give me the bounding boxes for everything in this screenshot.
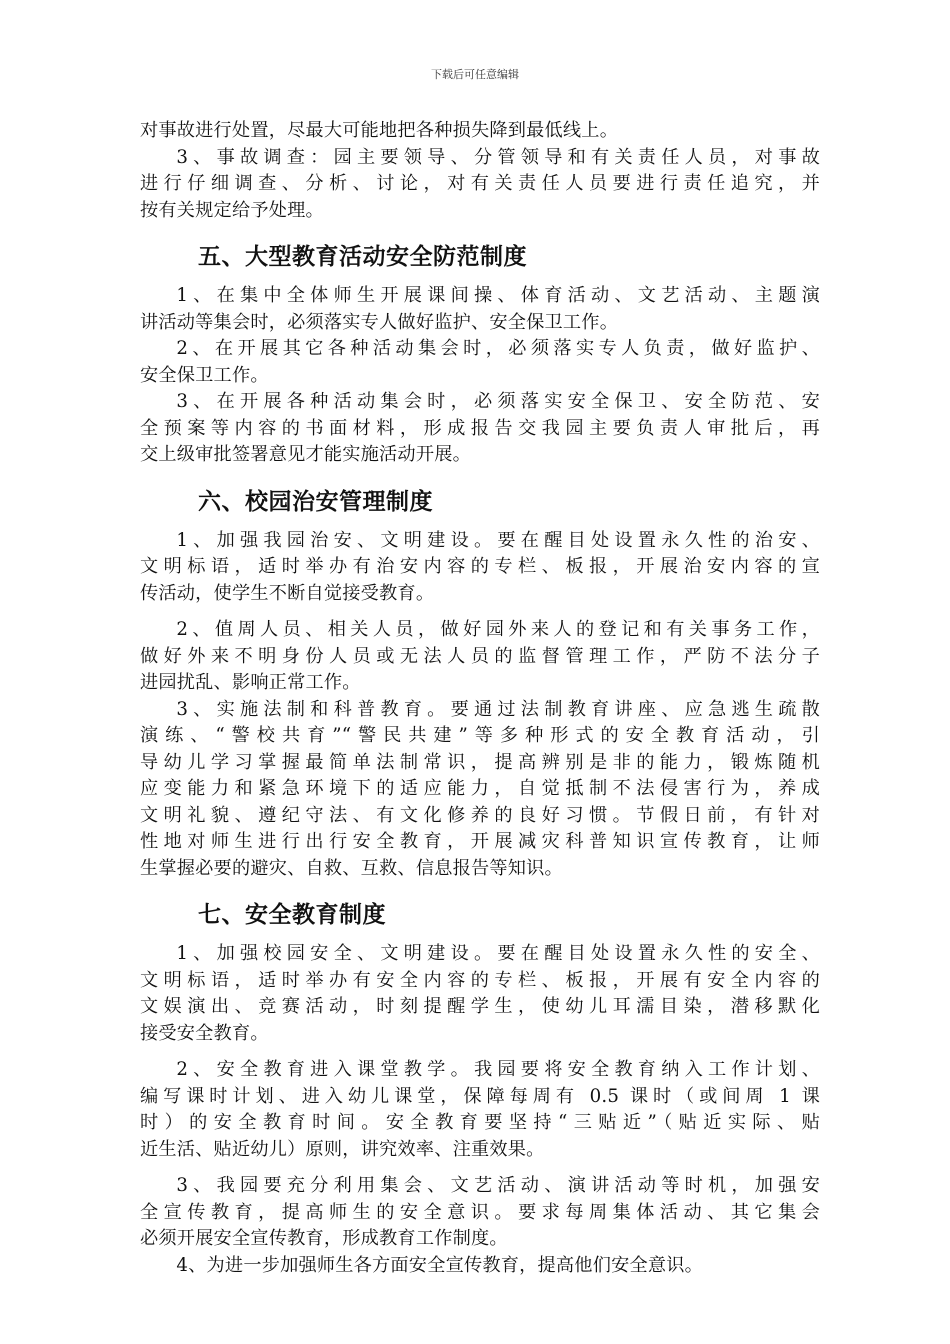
text-line: 4、为进一步加强师生各方面安全宣传教育，提高他们安全意识。 <box>176 1254 704 1276</box>
text-line: 传活动，使学生不断自觉接受教育。 <box>140 582 435 604</box>
paragraph <box>140 389 820 469</box>
text-line: 3、事故调查：园主要领导、分管领导和有关责任人员，对事故 <box>176 146 820 168</box>
text-line: 文明礼貌、遵纪守法、有文化修养的良好习惯。节假日前，有针对 <box>140 804 820 826</box>
text-line: 近生活、贴近幼儿）原则，讲究效率、注重效果。 <box>140 1138 545 1160</box>
text-line: 进园扰乱、影响正常工作。 <box>140 672 361 693</box>
text-line: 时）的安全教育时间。安全教育要坚持“三贴近”（贴近实际、贴 <box>140 1112 820 1133</box>
paragraph-spacer <box>140 1163 820 1173</box>
page-header: 下载后可任意编辑 <box>431 68 519 81</box>
text-line: 对事故进行处置，尽最大可能地把各种损失降到最低线上。 <box>140 120 619 141</box>
text-line: 全宣传教育，提高师生的安全意识。要求每周集体活动、其它集会 <box>140 1201 820 1223</box>
text-line: 1、在集中全体师生开展课间操、体育活动、文艺活动、主题演 <box>176 285 820 306</box>
paragraph <box>140 1057 820 1163</box>
text-line: 性地对师生进行出行安全教育，开展减灾科普知识宣传教育，让师 <box>140 831 820 852</box>
text-line: 1、加强校园安全、文明建设。要在醒目处设置永久性的安全、 <box>176 943 820 964</box>
text-line: 全预案等内容的书面材料，形成报告交我园主要负责人审批后，再 <box>140 417 820 439</box>
paragraph <box>140 697 820 883</box>
text-line: 3、实施法制和科普教育。要通过法制教育讲座、应急逃生疏散 <box>176 698 820 720</box>
paragraph <box>140 617 820 697</box>
text-line: 按有关规定给予处理。 <box>140 199 324 221</box>
paragraph <box>140 1173 820 1253</box>
text-line: 演练、“警校共育”“警民共建”等多种形式的安全教育活动，引 <box>140 725 820 746</box>
text-line: 文明标语，适时举办有治安内容的专栏、板报，开展治安内容的宣 <box>140 556 820 577</box>
document-body <box>140 118 820 1279</box>
section-heading: 六、校园治安管理制度 <box>198 488 433 515</box>
text-line: 接受安全教育。 <box>140 1022 269 1044</box>
text-line: 安全保卫工作。 <box>140 364 269 386</box>
text-line: 3、在开展各种活动集会时，必须落实安全保卫、安全防范、安 <box>176 391 820 412</box>
paragraph-spacer <box>140 607 820 617</box>
paragraph <box>140 283 820 336</box>
paragraph <box>140 145 820 225</box>
paragraph-spacer <box>140 1047 820 1057</box>
text-line: 做好外来不明身份人员或无法人员的监督管理工作，严防不法分子 <box>140 645 820 667</box>
text-line: 编写课时计划、进入幼儿课堂，保障每周有 0.5 课时（或间周 1 课 <box>140 1085 820 1107</box>
text-line: 文明标语，适时举办有安全内容的专栏、板报，开展有安全内容的 <box>140 969 820 991</box>
text-line: 应变能力和紧急环境下的适应能力，自觉抵制不法侵害行为，养成 <box>140 778 820 799</box>
paragraph <box>140 1253 820 1280</box>
text-line: 进行仔细调查、分析、讨论，对有关责任人员要进行责任追究，并 <box>140 173 820 194</box>
paragraph <box>140 528 820 608</box>
text-line: 必须开展安全宣传教育，形成教育工作制度。 <box>140 1228 508 1249</box>
text-line: 交上级审批签署意见才能实施活动开展。 <box>140 444 471 465</box>
text-line: 导幼儿学习掌握最简单法制常识，提高辨别是非的能力，锻炼随机 <box>140 751 820 773</box>
text-line: 2、在开展其它各种活动集会时，必须落实专人负责，做好监护、 <box>176 338 820 359</box>
text-line: 1、加强我园治安、文明建设。要在醒目处设置永久性的治安、 <box>176 529 820 551</box>
text-line: 生掌握必要的避灾、自救、互救、信息报告等知识。 <box>140 857 563 879</box>
text-line: 2、安全教育进入课堂教学。我园要将安全教育纳入工作计划、 <box>176 1059 820 1080</box>
paragraph <box>140 336 820 389</box>
section-heading: 七、安全教育制度 <box>198 902 386 928</box>
text-line: 文娱演出、竞赛活动，时刻提醒学生，使幼儿耳濡目染，潜移默化 <box>140 996 820 1017</box>
paragraph <box>140 118 820 145</box>
paragraph <box>140 941 820 1047</box>
text-line: 讲活动等集会时，必须落实专人做好监护、安全保卫工作。 <box>140 311 619 333</box>
text-line: 2、值周人员、相关人员，做好园外来人的登记和有关事务工作， <box>176 619 820 640</box>
text-line: 3、我园要充分利用集会、文艺活动、演讲活动等时机，加强安 <box>176 1175 820 1196</box>
section-heading: 五、大型教育活动安全防范制度 <box>198 244 527 270</box>
